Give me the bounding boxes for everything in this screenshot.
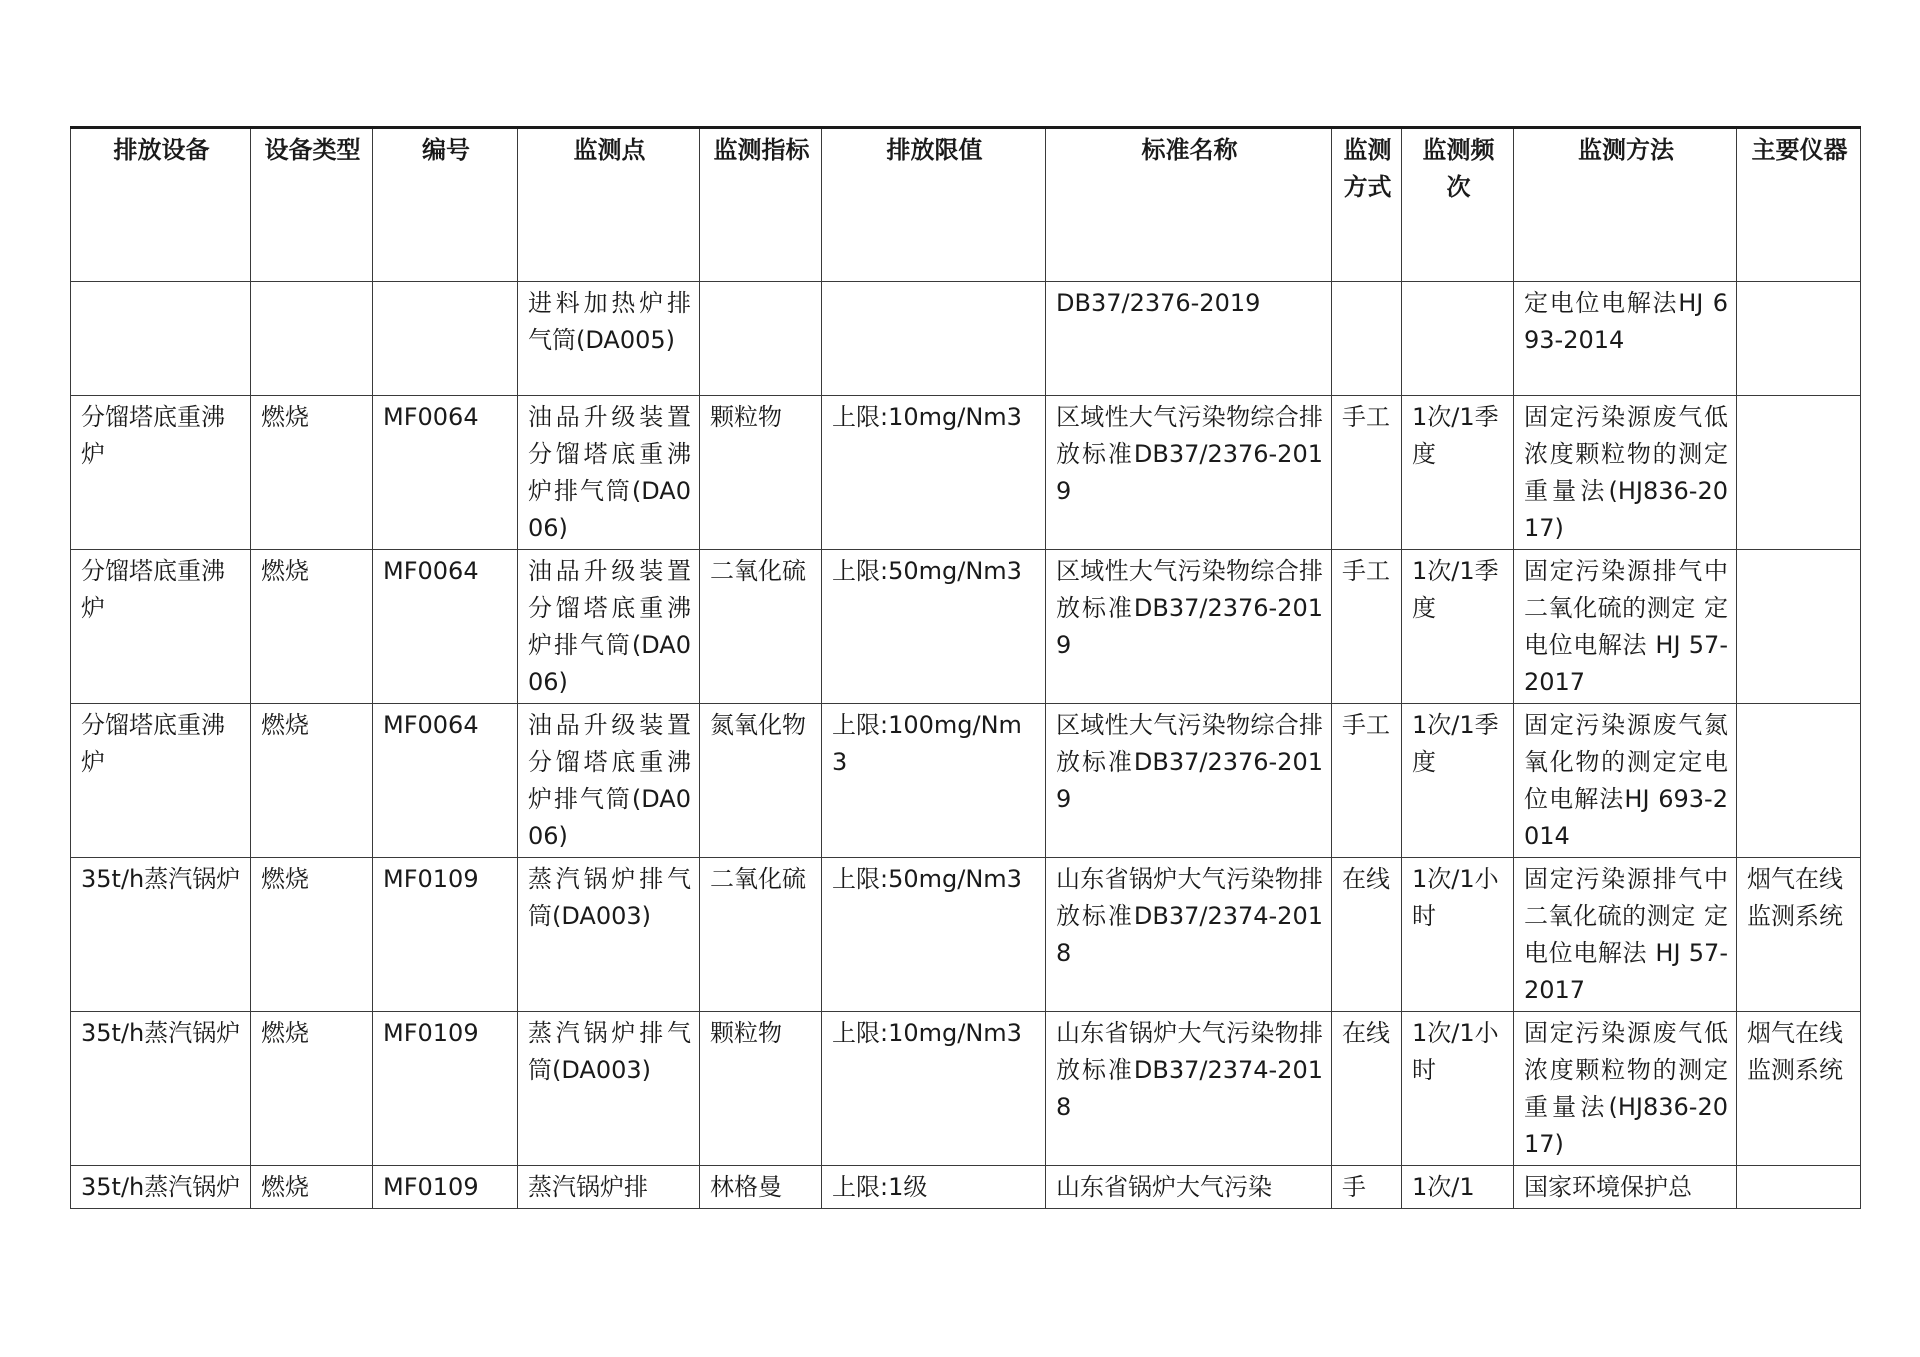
- cell-point: 油品升级装置分馏塔底重沸炉排气筒(DA006): [518, 704, 700, 858]
- cell-instrument: 烟气在线监测系统: [1737, 1012, 1861, 1166]
- header-method: 监测方法: [1514, 128, 1737, 282]
- cell-mode: 在线: [1332, 1012, 1402, 1166]
- cell-freq: 1次/1小时: [1402, 858, 1514, 1012]
- cell-instrument: [1737, 396, 1861, 550]
- cell-code: [373, 282, 518, 396]
- cell-code: MF0064: [373, 704, 518, 858]
- cell-instrument: [1737, 282, 1861, 396]
- table-row-continuation: [71, 282, 1861, 396]
- cell-indicator: [700, 282, 822, 396]
- cell-mode: 手: [1332, 1166, 1402, 1209]
- header-row: [71, 128, 1861, 282]
- cell-standard: DB37/2376-2019: [1046, 282, 1332, 396]
- cell-instrument: [1737, 1166, 1861, 1209]
- cell-device: 35t/h蒸汽锅炉: [71, 1012, 251, 1166]
- cell-indicator: 二氧化硫: [700, 550, 822, 704]
- cell-point: 油品升级装置分馏塔底重沸炉排气筒(DA006): [518, 396, 700, 550]
- cell-standard: 山东省锅炉大气污染物排放标准DB37/2374-2018: [1046, 858, 1332, 1012]
- cell-method: 固定污染源排气中二氧化硫的测定 定电位电解法 HJ 57-2017: [1514, 858, 1737, 1012]
- cell-method: 国家环境保护总: [1514, 1166, 1737, 1209]
- cell-limit: 上限:1级: [822, 1166, 1046, 1209]
- cell-limit: 上限:50mg/Nm3: [822, 858, 1046, 1012]
- cell-type: 燃烧: [251, 1012, 373, 1166]
- cell-indicator: 颗粒物: [700, 1012, 822, 1166]
- cell-method: 固定污染源排气中二氧化硫的测定 定电位电解法 HJ 57-2017: [1514, 550, 1737, 704]
- cell-code: MF0064: [373, 550, 518, 704]
- cell-standard: 区域性大气污染物综合排放标准DB37/2376-2019: [1046, 704, 1332, 858]
- table-row: [71, 1012, 1861, 1166]
- cell-instrument: [1737, 550, 1861, 704]
- cell-device: 分馏塔底重沸炉: [71, 550, 251, 704]
- cell-method: 固定污染源废气低浓度颗粒物的测定 重量法(HJ836-2017): [1514, 396, 1737, 550]
- cell-method: 定电位电解法HJ 693-2014: [1514, 282, 1737, 396]
- cell-point: 蒸汽锅炉排: [518, 1166, 700, 1209]
- header-point: 监测点: [518, 128, 700, 282]
- cell-limit: 上限:10mg/Nm3: [822, 1012, 1046, 1166]
- cell-device: 分馏塔底重沸炉: [71, 704, 251, 858]
- cell-indicator: 颗粒物: [700, 396, 822, 550]
- header-freq: 监测频次: [1402, 128, 1514, 282]
- cell-code: MF0109: [373, 1012, 518, 1166]
- cell-indicator: 林格曼: [700, 1166, 822, 1209]
- cell-limit: 上限:50mg/Nm3: [822, 550, 1046, 704]
- cell-code: MF0109: [373, 858, 518, 1012]
- header-standard: 标准名称: [1046, 128, 1332, 282]
- header-code: 编号: [373, 128, 518, 282]
- cell-standard: 区域性大气污染物综合排放标准DB37/2376-2019: [1046, 396, 1332, 550]
- table-row: [71, 396, 1861, 550]
- cell-freq: [1402, 282, 1514, 396]
- cell-point: 油品升级装置分馏塔底重沸炉排气筒(DA006): [518, 550, 700, 704]
- cell-type: 燃烧: [251, 550, 373, 704]
- cell-limit: [822, 282, 1046, 396]
- table-row: [71, 550, 1861, 704]
- cell-standard: 区域性大气污染物综合排放标准DB37/2376-2019: [1046, 550, 1332, 704]
- cell-type: 燃烧: [251, 1166, 373, 1209]
- cell-device: 35t/h蒸汽锅炉: [71, 858, 251, 1012]
- table-row: [71, 1166, 1861, 1209]
- table-row: [71, 704, 1861, 858]
- cell-point: 进料加热炉排气筒(DA005): [518, 282, 700, 396]
- cell-instrument: [1737, 704, 1861, 858]
- header-type: 设备类型: [251, 128, 373, 282]
- cell-standard: 山东省锅炉大气污染: [1046, 1166, 1332, 1209]
- cell-standard: 山东省锅炉大气污染物排放标准DB37/2374-2018: [1046, 1012, 1332, 1166]
- cell-mode: 手工: [1332, 396, 1402, 550]
- cell-type: [251, 282, 373, 396]
- cell-code: MF0109: [373, 1166, 518, 1209]
- cell-method: 固定污染源废气氮氧化物的测定定电位电解法HJ 693-2014: [1514, 704, 1737, 858]
- cell-limit: 上限:100mg/Nm3: [822, 704, 1046, 858]
- cell-type: 燃烧: [251, 858, 373, 1012]
- cell-type: 燃烧: [251, 704, 373, 858]
- cell-freq: 1次/1季度: [1402, 550, 1514, 704]
- header-instrument: 主要仪器: [1737, 128, 1861, 282]
- cell-freq: 1次/1: [1402, 1166, 1514, 1209]
- cell-device: [71, 282, 251, 396]
- cell-freq: 1次/1季度: [1402, 396, 1514, 550]
- cell-method: 固定污染源废气低浓度颗粒物的测定 重量法(HJ836-2017): [1514, 1012, 1737, 1166]
- cell-point: 蒸汽锅炉排气筒(DA003): [518, 1012, 700, 1166]
- cell-point: 蒸汽锅炉排气筒(DA003): [518, 858, 700, 1012]
- header-limit: 排放限值: [822, 128, 1046, 282]
- cell-limit: 上限:10mg/Nm3: [822, 396, 1046, 550]
- monitoring-table: [70, 126, 1861, 1209]
- cell-mode: 手工: [1332, 550, 1402, 704]
- cell-mode: 在线: [1332, 858, 1402, 1012]
- header-mode: 监测方式: [1332, 128, 1402, 282]
- cell-mode: 手工: [1332, 704, 1402, 858]
- cell-freq: 1次/1季度: [1402, 704, 1514, 858]
- header-indicator: 监测指标: [700, 128, 822, 282]
- cell-device: 35t/h蒸汽锅炉: [71, 1166, 251, 1209]
- cell-freq: 1次/1小时: [1402, 1012, 1514, 1166]
- cell-code: MF0064: [373, 396, 518, 550]
- cell-indicator: 氮氧化物: [700, 704, 822, 858]
- cell-instrument: 烟气在线监测系统: [1737, 858, 1861, 1012]
- table-row: [71, 858, 1861, 1012]
- cell-device: 分馏塔底重沸炉: [71, 396, 251, 550]
- cell-type: 燃烧: [251, 396, 373, 550]
- header-device: 排放设备: [71, 128, 251, 282]
- cell-indicator: 二氧化硫: [700, 858, 822, 1012]
- cell-mode: [1332, 282, 1402, 396]
